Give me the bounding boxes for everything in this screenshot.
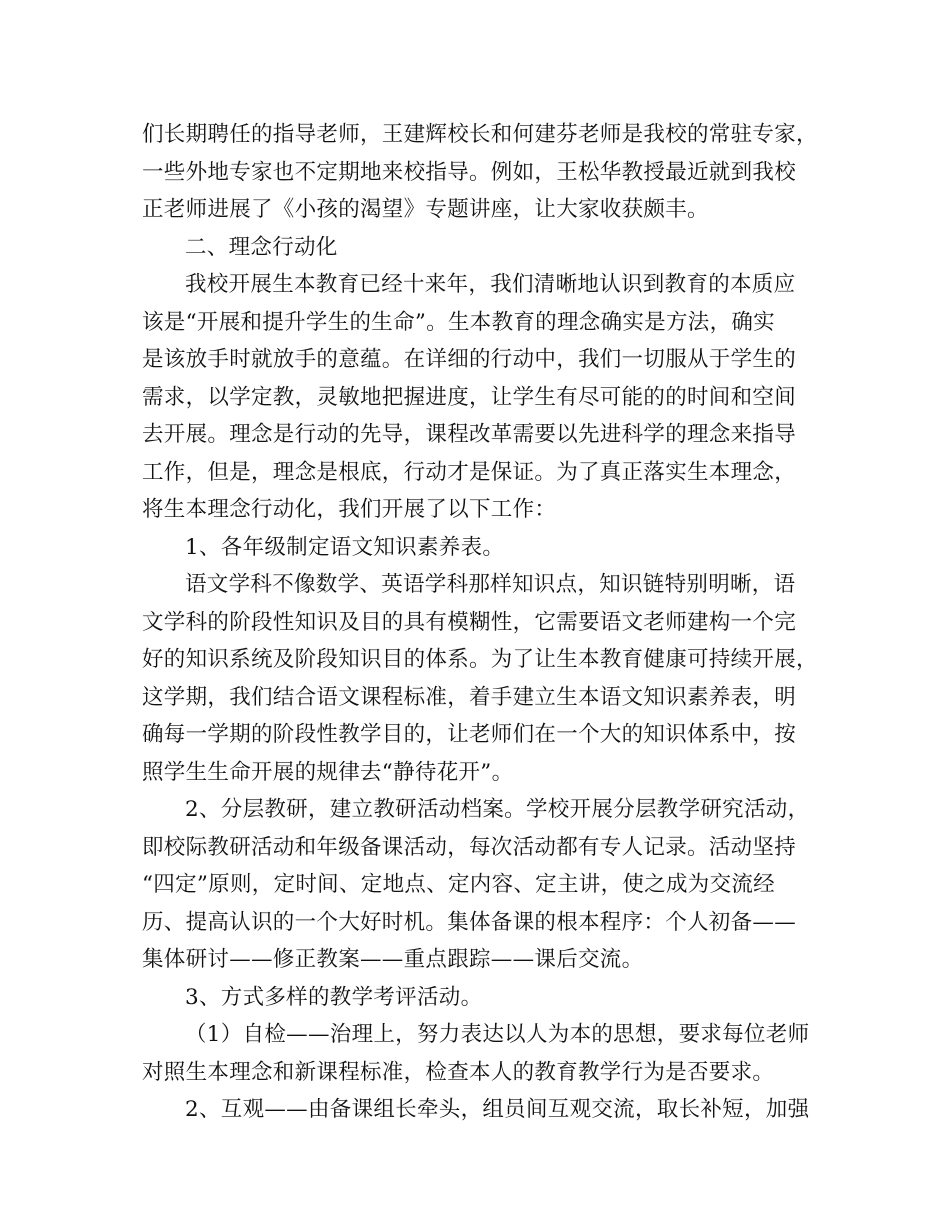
text-line: 们长期聘任的指导老师，王建辉校长和何建芬老师是我校的常驻专家，: [142, 122, 818, 147]
text-line: （1）自检——治理上，努力表达以人为本的思想，要求每位老师: [185, 1022, 810, 1047]
text-line: 集体研讨——修正教案——重点跟踪——课后交流。: [142, 947, 644, 972]
section-heading: 二、理念行动化: [185, 234, 338, 260]
list-item-heading: 1、各年级制定语文知识素养表。: [185, 534, 505, 560]
text-line: 需求，以学定教，灵敏地把握进度，让学生有尽可能的的时间和空间: [142, 384, 797, 410]
text-line: 历、提高认识的一个大好时机。集体备课的根本程序：个人初备——: [142, 909, 797, 935]
text-line: 将生本理念行动化，我们开展了以下工作：: [142, 497, 557, 522]
text-line: 正老师进展了《小孩的渴望》专题讲座，让大家收获颇丰。: [142, 197, 709, 222]
text-line: 是该放手时就放手的意蕴。在详细的行动中，我们一切服从于学生的: [142, 347, 797, 372]
text-line: 对照生本理念和新课程标准，检查本人的教育教学行为是否要求。: [142, 1059, 775, 1085]
document-body: [142, 116, 816, 1129]
text-line: 好的知识系统及阶段知识目的体系。为了让生本教育健康可持续开展，: [142, 647, 818, 672]
list-item-heading: 3、方式多样的教学考评活动。: [185, 984, 483, 1010]
text-line: 去开展。理念是行动的先导，课程改革需要以先进科学的理念来指导: [142, 422, 797, 447]
text-line: 语文学科不像数学、英语学科那样知识点，知识链特别明晰，语: [185, 572, 796, 597]
text-line: 2、互观——由备课组长牵头，组员间互观交流，取长补短，加强: [185, 1097, 810, 1122]
text-line: 照学生生命开展的规律去“静待花开”。: [142, 759, 514, 785]
text-line: 确每一学期的阶段性教学目的，让老师们在一个大的知识体系中，按: [142, 722, 797, 747]
text-line: 一些外地专家也不定期地来校指导。例如，王松华教授最近就到我校: [142, 159, 797, 185]
text-line: 文学科的阶段性知识及目的具有模糊性，它需要语文老师建构一个完: [142, 609, 797, 635]
text-line: 工作，但是，理念是根底，行动才是保证。为了真正落实生本理念，: [142, 459, 797, 485]
text-line: 即校际教研活动和年级备课活动，每次活动都有专人记录。活动坚持: [142, 834, 797, 860]
text-line: 这学期，我们结合语文课程标准，着手建立生本语文知识素养表，明: [142, 684, 797, 710]
text-line: 2、分层教研，建立教研活动档案。学校开展分层教学研究活动，: [185, 797, 810, 822]
text-line: 该是“开展和提升学生的生命”。生本教育的理念确实是方法，确实: [142, 309, 775, 335]
text-line: “四定”原则，定时间、定地点、定内容、定主讲，使之成为交流经: [142, 872, 775, 897]
text-line: 我校开展生本教育已经十来年，我们清晰地认识到教育的本质应: [185, 272, 796, 297]
